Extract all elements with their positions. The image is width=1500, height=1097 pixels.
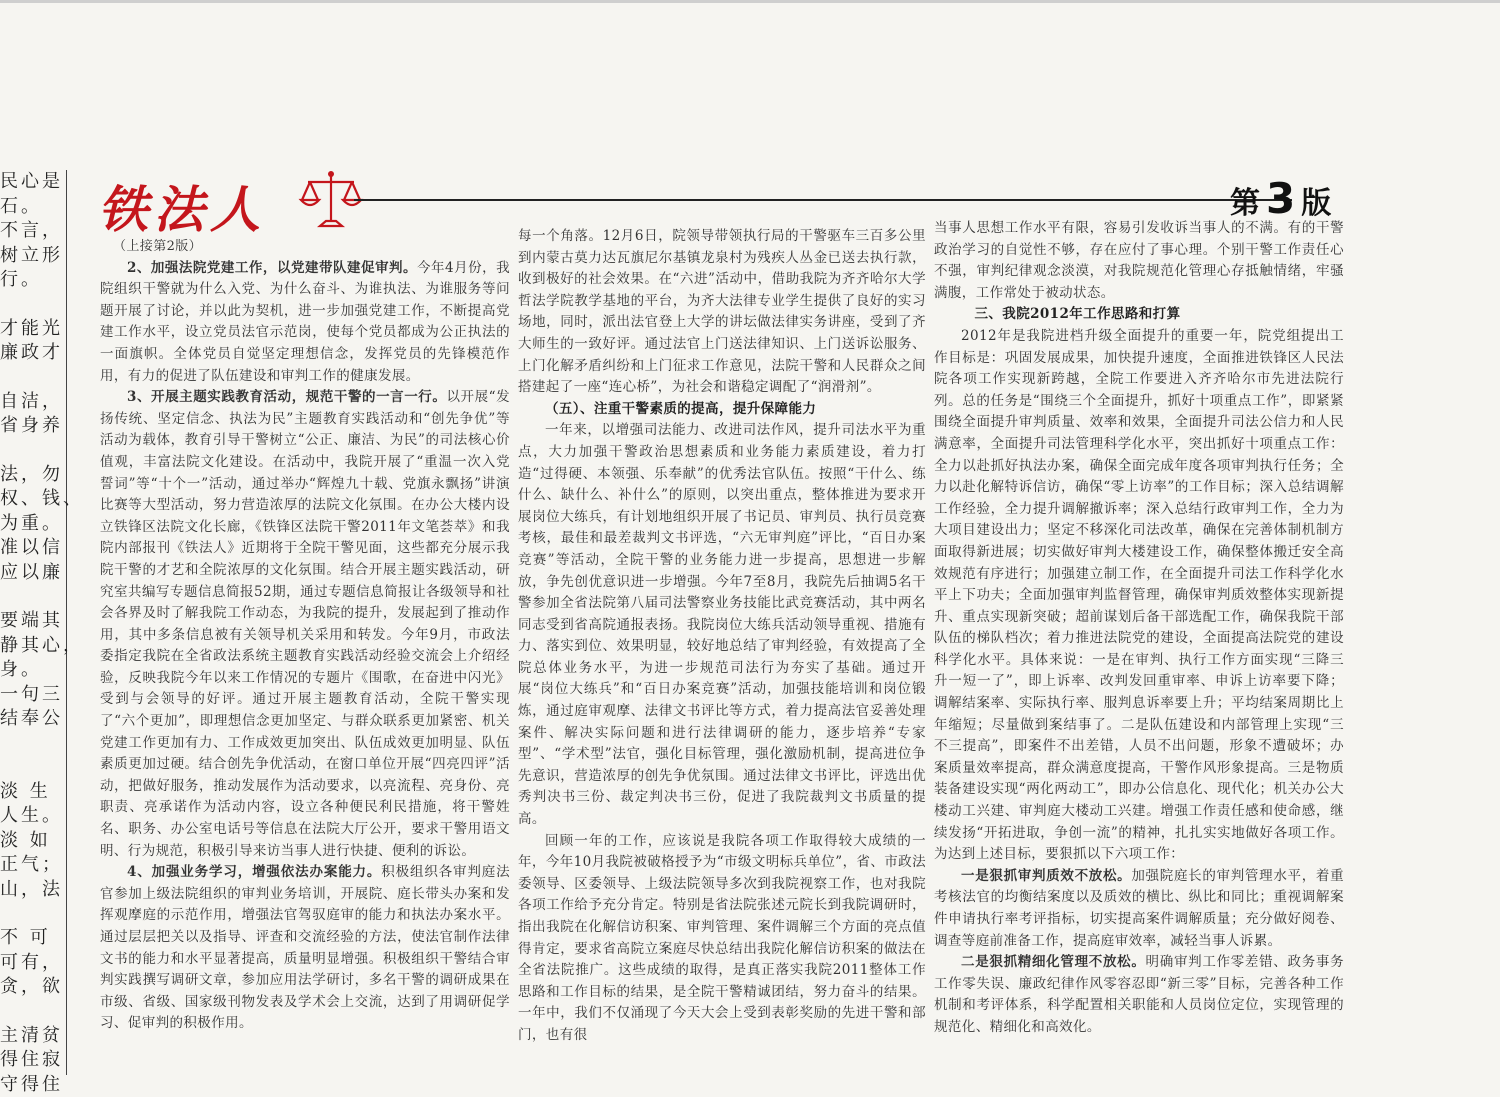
- paragraph-lead: 2、加强法院党建工作，以党建带队建促审判。: [127, 260, 417, 276]
- left-column-line: 不 可: [0, 926, 66, 951]
- article-paragraph: [934, 952, 1344, 1038]
- paragraph-text: 以开展“发扬传统、坚定信念、执法为民”主题教育实践活动和“创先争优”等活动为载体，教育引导干警树立“公正、廉洁、为民”的司法核心价值观，丰富法院文化建设。在活动中，我院开展了“重温一次入党誓词”等“十个一”活动，通过举办“辉煌九十载、党旗永飘扬”讲演比赛等大型活动，努力营造浓厚的法院文化氛围。在办公大楼内设立铁锋区法院文化长廊，《铁锋区法院干警2011年文笔荟萃》和我院内部报刊《铁法人》近期将于全院干警见面，这些都充分展示我院干警的才艺和全院浓厚的文化氛围。结合开展主题实践活动，研究室共编写专题信息简报52期，通过专题信息简报让各级领导和社会各界及时了解我院工作动态，为我院的提升，发展起到了推动作用，其中多条信息被有关领导机关采用和转发。今年9月，市政法委指定我院在全省政法系统主题教育实践活动经验交流会上介绍经验，反映我院今年以来工作情况的专题片《围歌，在奋进中闪光》受到与会领导的好评。通过开展主题教育活动，全院干警实现了“六个更加”，即理想信念更加坚定、与群众联系更加紧密、机关党建工作更加有力、工作成效更加突出、队伍成效更加明显、队伍素质更加过硬。结合创先争优活动，在窗口单位开展“四亮四评”活动，把做好服务，推动发展作为活动要求，以亮流程、亮身份、亮职责、亮承诺作为活动内容，设立各种便民利民措施，将干警姓名、职务、办公室电话号等信息在法院大厅公开，要求干警用语文明、行为规范，积极引导来访当事人进行快捷、便利的诉讼。: [100, 389, 510, 858]
- paragraph-text: 每一个角落。12月6日，院领导带领执行局的干警驱车三百多公里到内蒙古莫力达瓦旗尼尔基镇龙泉村为残疾人丛金已送去执行款，收到极好的社会效果。在“六进”活动中，借助我院为齐齐哈尔大学哲法学院教学基地的平台，为齐大法律专业学生提供了良好的实习场地，同时，派出法官登上大学的讲坛做法律实务讲座，受到了齐大师生的一致好评。通过法官上门送法律知识、上门送诉讼服务、上门化解矛盾纠纷和上门征求工作意见，法院干警和人民群众之间搭建起了一座“连心桥”，为社会和谐稳定调配了“润滑剂”。: [518, 228, 926, 395]
- article-paragraph: [934, 866, 1344, 952]
- paragraph-text: 一年来，以增强司法能力、改进司法作风，提升司法水平为重点，大力加强干警政治思想素质和业务能力素质建设，着力打造“过得硬、本领强、乐奉献”的优秀法官队伍。按照“干什么、练什么、缺什么、补什么”的原则，以突出重点，整体推进为要求开展岗位大练兵，有计划地组织开展了书记员、审判员、执行员竞赛考核，最佳和最差裁判文书评选，“六无审判庭”评比，“百日办案竞赛”等活动，全院干警的业务能力进一步提高，思想进一步解放，争先创优意识进一步增强。今年7至8月，我院先后抽调5名干警参加全省法院第八届司法警察业务技能比武竞赛活动，其中两名同志受到省高院通报表扬。我院岗位大练兵活动领导重视、措施有力、落实到位、效果明显，较好地总结了审判经验，有效提高了全院总体业务水平，为进一步规范司法行为夯实了基础。通过开展“岗位大练兵”和“百日办案竞赛”活动，加强技能培训和岗位锻炼，通过庭审观摩、法律文书评比等方式，着力提高法官妥善处理案件、解决实际问题和进行法律调研的能力，逐步培养“专家型”、“学术型”法官，强化目标管理，强化激励机制，提高进位争先意识，营造浓厚的创先争优氛围。通过法律文书评比，评选出优秀判决书三份、裁定判决书三份，促进了我院裁判文书质量的提高。: [518, 422, 926, 827]
- left-column-line: 树立形: [0, 244, 66, 269]
- left-column-line: 守得住: [0, 1073, 66, 1097]
- left-column-line: 准以信: [0, 536, 66, 561]
- paragraph-text: 明确审判工作零差错、政务事务工作零失误、廉政纪律作风零容忍即“新三零”目标，完善各种工作机制和考评体系，科学配置相关职能和人员岗位定位，实现管理的规范化、精细化和高效化。: [934, 954, 1344, 1035]
- paragraph-lead: 一是狠抓审判质效不放松。: [961, 868, 1131, 884]
- left-column-line: 为重。: [0, 512, 66, 537]
- left-column-line: [0, 585, 66, 609]
- left-column-line: [0, 732, 66, 756]
- left-column-line: [0, 902, 66, 926]
- section-heading: 三、我院2012年工作思路和打算: [934, 304, 1344, 326]
- article-column-1: [100, 236, 510, 1076]
- left-column-line: 才能光: [0, 317, 66, 342]
- masthead-logo: 铁法人: [98, 170, 266, 242]
- left-column-line: 民心是: [0, 170, 66, 195]
- edition-label: [1230, 174, 1331, 223]
- left-partial-column: [0, 170, 67, 1075]
- left-column-line: 结奉公: [0, 707, 66, 732]
- scan-edge: [0, 0, 1500, 3]
- paragraph-text: 积极组织各审判庭法官参加上级法院组织的审判业务培训，开展院、庭长带头办案和发挥观摩庭的示范作用，增强法官驾驭庭审的能力和执法办案水平。通过层层把关以及指导、评查和交流经验的方法，使法官制作法律文书的能力和水平显著提高，质量明显增强。积极组织干警结合审判实践撰写调研文章，参加应用法学研讨，多名干警的调研成果在市级、省级、国家级刊物发表及学术会上交流，达到了用调研促学习、促审判的积极作用。: [100, 864, 510, 1031]
- left-column-line: 淡 如: [0, 829, 66, 854]
- masthead-rule: [354, 199, 1292, 201]
- article-column-3: [934, 218, 1344, 1076]
- paragraph-text: 回顾一年的工作，应该说是我院各项工作取得较大成绩的一年，今年10月我院被破格授予为“市级文明标兵单位”，省、市政法委领导、区委领导、上级法院领导多次到我院视察工作，也对我院各项工作给予充分肯定。特别是省法院张述元院长到我院调研时，指出我院在化解信访积案、审判管理、案件调解三个方面的亮点值得肯定，要求省高院立案庭尽快总结出我院化解信访积案的做法在全省法院推广。这些成绩的取得，是真正落实我院2011整体工作思路和工作目标的结果，是全院干警精诚团结，努力奋斗的结果。一年中，我们不仅涌现了今天大会上受到表彰奖励的先进干警和部门，也有很: [518, 833, 926, 1043]
- left-column-line: 山，法: [0, 878, 66, 903]
- article-paragraph: [518, 420, 926, 830]
- left-column-line: [0, 293, 66, 317]
- left-column-line: [0, 366, 66, 390]
- edition-number: 3: [1266, 174, 1295, 223]
- article-paragraph: [100, 258, 510, 388]
- left-column-line: 贪，欲: [0, 975, 66, 1000]
- left-column-line: 石。: [0, 195, 66, 220]
- paragraph-text: 当事人思想工作水平有限，容易引发收诉当事人的不满。有的干警政治学习的自觉性不够，存在应付了事心理。个别干警工作责任心不强，审判纪律观念淡漠，对我院规范化管理心存抵触情绪，牢骚满腹，工作常处于被动状态。: [934, 220, 1344, 301]
- edition-suffix: 版: [1301, 186, 1331, 221]
- left-column-line: 一句三: [0, 683, 66, 708]
- left-column-line: [0, 439, 66, 463]
- left-column-line: [0, 756, 66, 780]
- left-column-line: 要端其: [0, 609, 66, 634]
- article-column-2: [518, 226, 926, 1076]
- article-paragraph: [934, 218, 1344, 304]
- left-column-line: 廉政才: [0, 341, 66, 366]
- left-column-line: 法，勿: [0, 463, 66, 488]
- article-paragraph: [100, 862, 510, 1035]
- left-column-line: 得住寂: [0, 1048, 66, 1073]
- paragraph-lead: 3、开展主题实践教育活动，规范干警的一言一行。: [127, 389, 446, 405]
- article-paragraph: [100, 387, 510, 862]
- left-column-line: 人生。: [0, 804, 66, 829]
- paragraph-lead: 4、加强业务学习，增强依法办案能力。: [127, 864, 381, 880]
- left-column-line: 正气；: [0, 853, 66, 878]
- left-column-line: 自洁，: [0, 390, 66, 415]
- left-column-line: 静其心，: [0, 634, 66, 659]
- paragraph-text: 加强院庭长的审判管理水平，着重考核法官的均衡结案度以及质效的横比、纵比和同比；重视调解案件申请执行率考评指标，切实提高案件调解质量；充分做好阅卷、调查等庭前准备工作，提高庭审效率，减轻当事人诉累。: [934, 868, 1344, 949]
- left-column-line: 省身养: [0, 414, 66, 439]
- left-column-line: 权、钱、: [0, 487, 66, 512]
- subsection-heading: （五）、注重干警素质的提高，提升保障能力: [518, 399, 926, 421]
- left-column-line: 不言，: [0, 219, 66, 244]
- left-column-line: 行。: [0, 268, 66, 293]
- left-column-line: 应以廉: [0, 561, 66, 586]
- left-column-line: 淡 生: [0, 780, 66, 805]
- article-paragraph: [518, 226, 926, 399]
- left-column-line: 可有，: [0, 951, 66, 976]
- paragraph-text: 今年4月份，我院组织干警就为什么入党、为什么奋斗、为谁执法、为谁服务等问题开展了讨论，并以此为契机，进一步加强党建工作，不断提高党建工作水平，设立党员法官示范岗，使每个党员都成为公正执法的一面旗帜。全体党员自觉坚定理想信念，发挥党员的先锋模范作用，有力的促进了队伍建设和审判工作的健康发展。: [100, 260, 510, 384]
- left-column-line: [0, 1000, 66, 1024]
- edition-prefix: 第: [1230, 186, 1260, 221]
- left-column-line: 主清贫: [0, 1024, 66, 1049]
- article-paragraph: [934, 326, 1344, 866]
- continuation-note: （上接第2版）: [100, 236, 510, 258]
- paragraph-lead: 二是狠抓精细化管理不放松。: [961, 954, 1146, 970]
- article-paragraph: [518, 831, 926, 1047]
- left-column-line: 身。: [0, 658, 66, 683]
- paragraph-text: 2012年是我院进档升级全面提升的重要一年，院党组提出工作目标是：巩固发展成果，加快提升速度，全面推进铁锋区人民法院各项工作实现新跨越，全院工作要进入齐齐哈尔市先进法院行列。总的任务是“围绕三个全面提升，抓好十项重点工作”，即紧紧围绕全面提升审判质量、效率和效果，全面提升司法公信力和人民满意率，全面提升司法管理科学化水平，突出抓好十项重点工作：全力以赴抓好执法办案，确保全面完成年度各项审判执行任务；全力以赴化解特诉信访，确保“零上访率”的工作目标；深入总结调解工作经验，全力提升调解撤诉率；深入总结行政审判工作，全力为大项目建设出力；坚定不移深化司法改革，确保在完善体制机制方面取得新进展；切实做好审判大楼建设工作，确保整体搬迁安全高效规范有序进行；加强建立制工作，在全面提升司法工作科学化水平上下功夫；全面加强审判监督管理，确保审判质效整体实现新提升、重点实现新突破；超前谋划后备干部选配工作，确保我院干部队伍的梯队档次；着力推进法院党的建设，全面提高法院党的建设科学化水平。具体来说：一是在审判、执行工作方面实现“三降三升一短一了”，即上诉率、改判发回重审率、申诉上访率要下降；调解结案率、实际执行率、服判息诉率要上升；平均结案周期比上年缩短；尽量做到案结事了。二是队伍建设和内部管理上实现“三不三提高”，即案件不出差错，人员不出问题，形象不遭破坏；办案质量效率提高，群众满意度提高，干警作风形象提高。三是物质装备建设实现“两化两动工”，即办公信息化、现代化；机关办公大楼动工兴建、审判庭大楼动工兴建。增强工作责任感和使命感，继续发扬“开拓进取，争创一流”的精神，扎扎实实地做好各项工作。为达到上述目标，要狠抓以下六项工作：: [934, 328, 1344, 862]
